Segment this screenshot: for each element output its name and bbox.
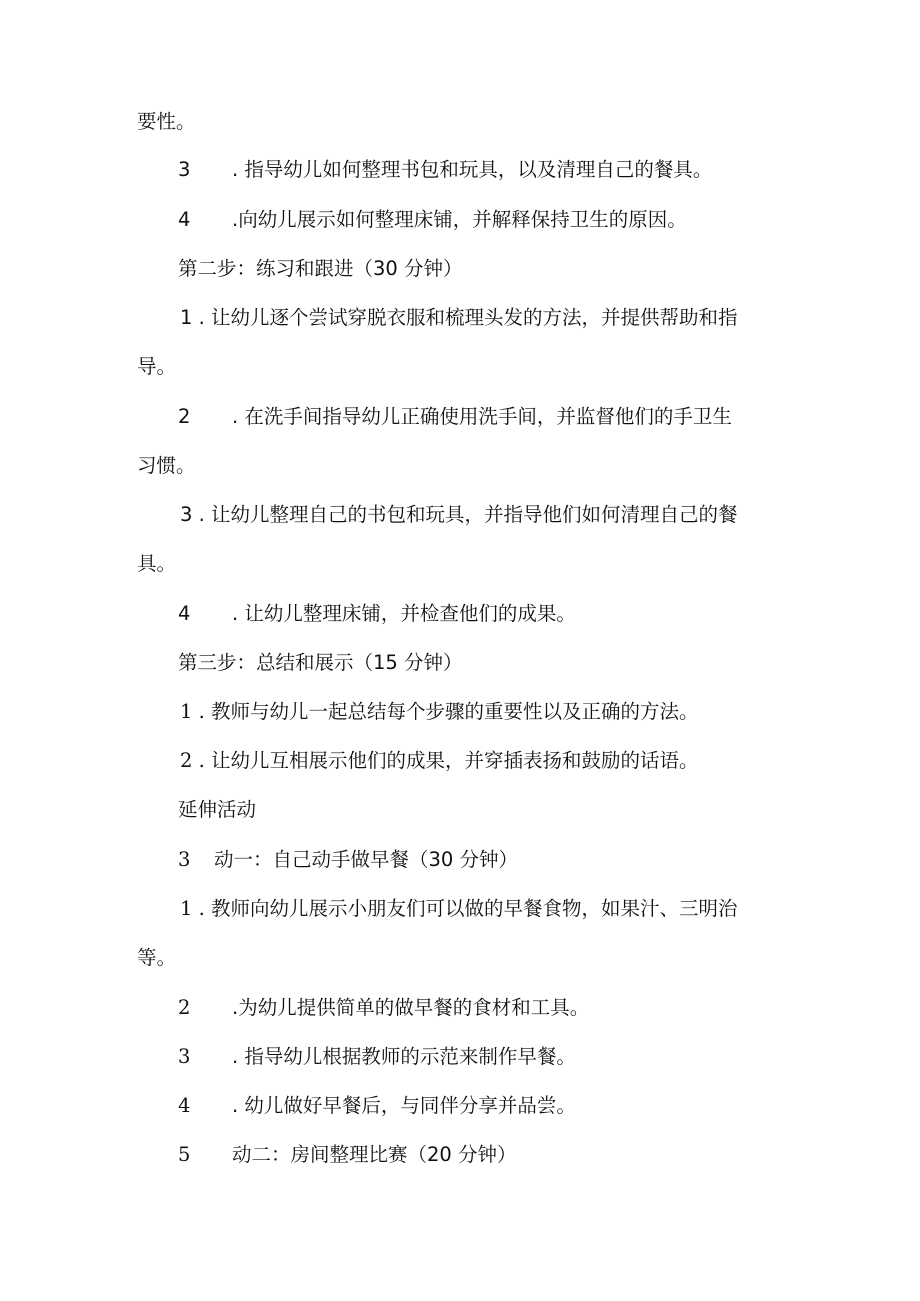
list-number: 3 [178,158,191,181]
list-item-text: .为幼儿提供简单的做早餐的食材和工具。 [232,996,590,1019]
paragraph-line: 习惯。 [137,454,196,477]
list-number: 4 [178,602,191,625]
section-heading: 第三步：总结和展示（15 分钟） [178,651,463,674]
list-number: 2 [178,996,191,1019]
list-item-text: 1 . 教师与幼儿一起总结每个步骤的重要性以及正确的方法。 [180,700,699,723]
list-number: 4 [178,208,191,231]
list-item-text: 动一：自己动手做早餐（30 分钟） [214,848,519,871]
list-item-text: . 指导幼儿根据教师的示范来制作早餐。 [232,1045,576,1068]
list-item-text: . 幼儿做好早餐后，与同伴分享并品尝。 [232,1094,576,1117]
paragraph-line: 导。 [137,355,177,378]
paragraph-line: 要性。 [137,110,196,133]
list-item-text: 3 . 让幼儿整理自己的书包和玩具，并指导他们如何清理自己的餐 [180,503,738,526]
list-item-text: . 让幼儿整理床铺，并检查他们的成果。 [232,602,576,625]
list-item-text: 1 . 让幼儿逐个尝试穿脱衣服和梳理头发的方法，并提供帮助和指 [180,306,738,329]
list-item-text: 2 . 让幼儿互相展示他们的成果，并穿插表扬和鼓励的话语。 [180,749,699,772]
list-item-text: 1 . 教师向幼儿展示小朋友们可以做的早餐食物，如果汁、三明治 [180,897,738,920]
paragraph-line: 具。 [137,552,177,575]
list-number: 3 [178,1045,191,1068]
list-item-text: . 指导幼儿如何整理书包和玩具，以及清理自己的餐具。 [232,158,713,181]
list-number: 2 [178,405,191,428]
paragraph-line: 等。 [137,946,177,969]
list-item-text: . 在洗手间指导幼儿正确使用洗手间，并监督他们的手卫生 [232,405,732,428]
list-number: 4 [178,1094,191,1117]
list-item-text: 动二：房间整理比赛（20 分钟） [232,1143,517,1166]
list-number: 3 [178,848,191,871]
section-heading: 第二步：练习和跟进（30 分钟） [178,257,463,280]
list-item-text: .向幼儿展示如何整理床铺，并解释保持卫生的原因。 [232,208,687,231]
section-heading: 延伸活动 [178,798,257,821]
list-number: 5 [178,1143,191,1166]
